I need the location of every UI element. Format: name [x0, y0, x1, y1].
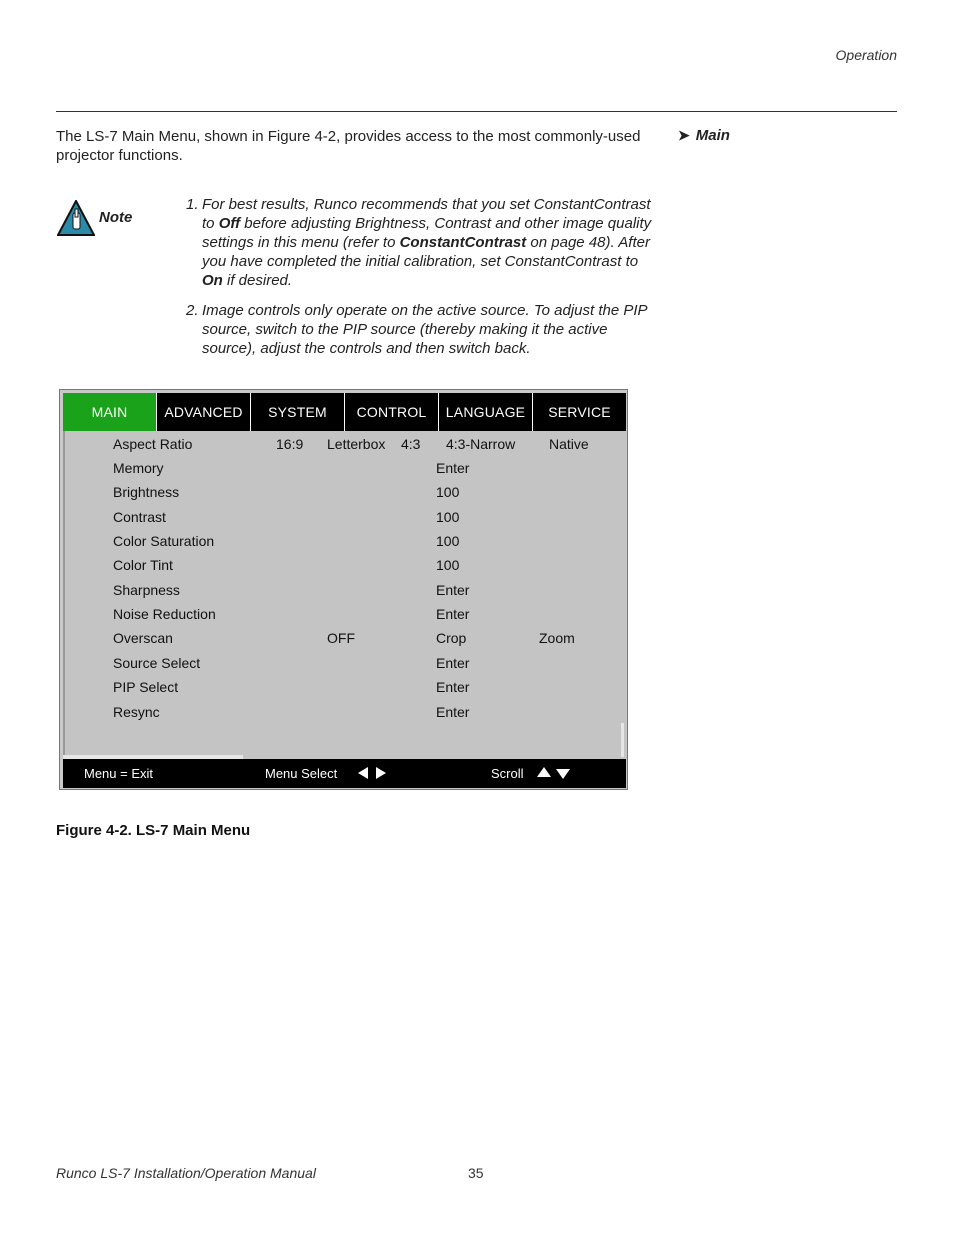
status-menu-select: Menu Select	[265, 766, 338, 781]
menu-body	[63, 431, 626, 759]
menu-row-pip-select[interactable]: PIP Select Enter	[113, 679, 470, 695]
note-item-1	[186, 195, 656, 290]
menu-row-color-tint[interactable]: Color Tint 100	[113, 557, 460, 573]
menu-scrollbar[interactable]	[621, 723, 624, 757]
status-scroll: Scroll	[491, 766, 524, 781]
status-exit: Menu = Exit	[84, 766, 154, 781]
menu-row-aspect-ratio[interactable]: Aspect Ratio 16:9 Letterbox 4:3 4:3-Narrow Native	[113, 436, 589, 452]
note-item-1-number: 1.	[186, 196, 199, 213]
arrow-up-icon	[537, 767, 551, 777]
figure-caption: Figure 4-2. LS-7 Main Menu	[56, 822, 251, 839]
pointer-arrow-icon: ➤	[678, 127, 690, 143]
tab-language[interactable]: LANGUAGE	[439, 393, 533, 431]
note-item-2-body: Image controls only operate on the active source. To adjust the PIP source, switch to the PIP source (thereby making it the active source), adjust the controls and then switch back.	[202, 302, 647, 357]
tab-control[interactable]: CONTROL	[345, 393, 439, 431]
header-rule	[56, 111, 897, 112]
tab-advanced[interactable]: ADVANCED	[157, 393, 251, 431]
note-item-1-body: For best results, Runco recommends that you set ConstantContrast to Off before adjusting Brightness, Contrast and other image quality settings in this menu (refer to ConstantContrast on page 48). After you have completed the initial calibration, set ConstantContrast to On if desired.	[202, 196, 652, 289]
footer-manual-title: Runco LS-7 Installation/Operation Manual	[56, 1165, 316, 1181]
note-hand-icon	[57, 200, 95, 236]
arrow-right-icon	[376, 767, 386, 779]
intro-paragraph: The LS-7 Main Menu, shown in Figure 4-2, provides access to the most commonly-used projector functions.	[56, 128, 641, 164]
note-label: Note	[99, 209, 133, 226]
side-heading	[678, 127, 730, 144]
menu-row-resync[interactable]: Resync Enter	[113, 704, 470, 720]
menu-row-memory[interactable]: Memory Enter	[113, 460, 470, 476]
menu-tab-bar	[63, 393, 626, 431]
side-heading-label: Main	[695, 127, 730, 144]
menu-row-overscan[interactable]: Overscan OFF Crop Zoom	[113, 630, 575, 646]
menu-row-contrast[interactable]: Contrast 100	[113, 509, 460, 525]
menu-row-brightness[interactable]: Brightness 100	[113, 484, 460, 500]
tab-main[interactable]: MAIN	[63, 393, 157, 431]
menu-row-color-saturation[interactable]: Color Saturation 100	[113, 533, 460, 549]
arrow-left-icon	[358, 767, 368, 779]
main-menu-screenshot	[59, 389, 628, 790]
running-header: Operation	[835, 47, 897, 63]
tab-system[interactable]: SYSTEM	[251, 393, 345, 431]
footer-page-number: 35	[468, 1165, 484, 1181]
menu-row-source-select[interactable]: Source Select Enter	[113, 655, 470, 671]
arrow-down-icon	[556, 769, 570, 779]
menu-row-sharpness[interactable]: Sharpness Enter	[113, 582, 470, 598]
menu-status-bar	[63, 759, 626, 788]
menu-row-noise-reduction[interactable]: Noise Reduction Enter	[113, 606, 470, 622]
tab-service[interactable]: SERVICE	[548, 404, 611, 420]
note-item-2	[186, 301, 656, 358]
note-item-2-number: 2.	[186, 302, 199, 319]
